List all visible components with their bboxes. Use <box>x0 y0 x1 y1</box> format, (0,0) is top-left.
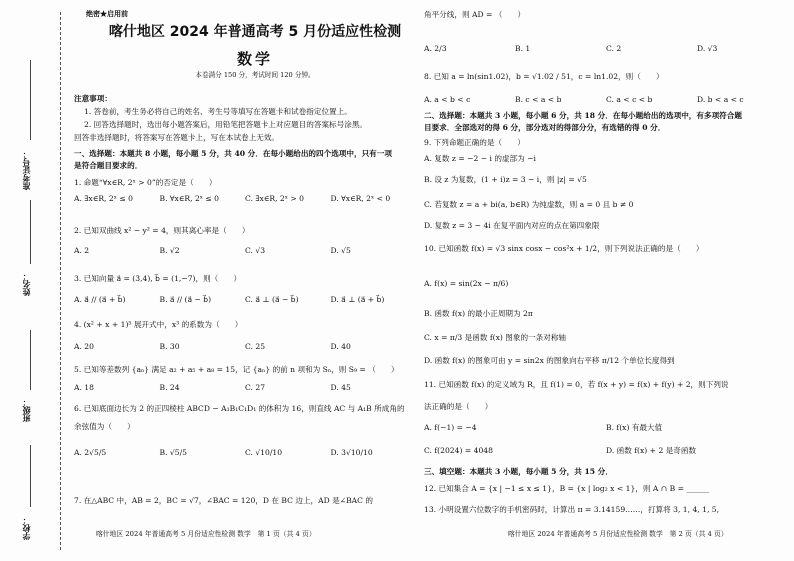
question-9-option-b[interactable]: B. 设 z 为复数，(1 + i)z = 3 − i，则 |z| = √5 <box>424 175 587 184</box>
option-d[interactable]: D. √5 <box>330 246 351 255</box>
question-11-cont: 法正确的是（ ） <box>424 402 493 411</box>
option-d[interactable]: D. 函数 f(x) + 2 是奇函数 <box>606 446 697 455</box>
question-5: 5. 已知等差数列 {aₙ} 满足 a₂ + a₅ + a₈ = 15，记 {aₙ} 的前 n 项和为 Sₙ，则 S₉ = （ ） <box>74 365 399 374</box>
section-2-heading: 二、选择题：本题共 3 小题，每小题 6 分，共 18 分．在每小题给出的选项中，有多项符合题 <box>424 111 742 120</box>
option-c[interactable]: C. √10/10 <box>245 448 283 457</box>
class-blank[interactable] <box>30 330 31 390</box>
question-2: 2. 已知双曲线 x² − y² = 4，则其离心率是（ ） <box>74 226 250 235</box>
option-d[interactable]: D. ∀x∈R, 2ˣ < 0 <box>330 194 391 203</box>
option-b[interactable]: B. 24 <box>159 383 180 392</box>
question-6: 6. 已知底面边长为 2 的正四棱柱 ABCD − A₁B₁C₁D₁ 的体积为 16，则直线 AC 与 A₁B 所成角的 <box>74 404 405 413</box>
question-11: 11. 已知函数 f(x) 的定义域为 R，且 f(1) = 0，若 f(x + y) = f(x) + f(y) + 2，则下列说 <box>424 380 729 389</box>
option-c[interactable]: C. a⃗ ⊥ (a⃗ − b⃗) <box>245 295 299 304</box>
option-d[interactable]: D. a⃗ ⊥ (a⃗ + b⃗) <box>330 295 385 304</box>
question-13: 13. 小明设置六位数字的手机密码时，计算出 π = 3.14159……，打算将 3, 1, 4, 1, 5, <box>424 505 720 514</box>
option-a[interactable]: A. 20 <box>74 342 94 351</box>
option-a[interactable]: A. ∃x∈R, 2ˣ ≤ 0 <box>74 194 133 203</box>
question-6-cont: 余弦值为（ ） <box>74 422 135 431</box>
subject-title: 数学 <box>236 50 273 68</box>
option-c[interactable]: C. a < c < b <box>606 95 653 104</box>
notes-heading: 注意事项： <box>74 94 112 103</box>
question-4-options <box>74 342 416 351</box>
binding-cut-line <box>60 12 61 550</box>
question-2-options <box>74 246 416 255</box>
option-a[interactable]: A. f(−1) = −4 <box>424 423 477 432</box>
name-blank[interactable] <box>30 200 31 264</box>
note-item: 2. 回答选择题时，选出每小题答案后，用铅笔把答题卡上对应题目的答案标号涂黑。 <box>84 120 368 129</box>
note-item: 1. 答卷前，考生务必将自己的姓名、考生号等填写在答题卡和试卷指定位置上。 <box>84 107 352 116</box>
option-d[interactable]: D. 3√10/10 <box>330 448 373 457</box>
option-c[interactable]: C. ∃x∈R, 2ˣ > 0 <box>245 194 305 203</box>
option-d[interactable]: D. 45 <box>330 383 351 392</box>
note-item: 回答非选择题时，将答案写在答题卡上，写在本试卷上无效。 <box>74 133 280 142</box>
option-d[interactable]: D. b < a < c <box>697 95 744 104</box>
section-1-heading: 一、选择题：本题共 8 小题，每小题 5 分，共 40 分．在每小题给出的四个选项中，只有一项 <box>74 149 392 158</box>
option-a[interactable]: A. a⃗ // (a⃗ + b⃗) <box>74 295 126 304</box>
class-label: 班级： <box>21 398 31 422</box>
binding-margin <box>0 0 72 561</box>
option-b[interactable]: B. c < a < b <box>515 95 562 104</box>
option-c[interactable]: C. √3 <box>245 246 266 255</box>
question-9-option-d[interactable]: D. 复数 z = 3 − 4i 在复平面内对应的点在第四象限 <box>424 221 600 230</box>
option-c[interactable]: C. f(2024) = 4048 <box>424 446 493 455</box>
question-4: 4. (x² + x + 1)⁵ 展开式中，x³ 的系数为（ ） <box>74 320 243 329</box>
section-2-heading-cont: 目要求．全部选对的得 6 分，部分选对的得部分分，有选错的得 0 分． <box>424 123 666 132</box>
question-7-options <box>424 44 788 53</box>
option-d[interactable]: D. 40 <box>330 342 351 351</box>
score-info: 本卷满分 150 分，考试时间 120 分钟。 <box>195 71 315 79</box>
question-10-option-b[interactable]: B. 函数 f(x) 的最小正周期为 2π <box>424 309 533 318</box>
option-a[interactable]: A. 2/3 <box>424 44 447 53</box>
question-8: 8. 已知 a = ln(sin1.02)，b = √1.02 / 51，c = ln1.02，则（ ） <box>424 72 664 81</box>
option-d[interactable]: D. √3 <box>697 44 718 53</box>
question-3: 3. 已知向量 a⃗ = (3,4), b⃗ = (1,−7)，则（ ） <box>74 274 242 283</box>
option-b[interactable]: B. 1 <box>515 44 531 53</box>
exam-number-blank[interactable] <box>30 60 31 140</box>
option-c[interactable]: C. 27 <box>245 383 266 392</box>
question-10-option-a[interactable]: A. f(x) = sin(2x − π/6) <box>424 279 509 288</box>
question-12: 12. 已知集合 A = {x | −1 ≤ x ≤ 1}，B = {x | log₂ x < 1}，则 A ∩ B = ______ <box>424 484 710 493</box>
option-b[interactable]: B. √5/5 <box>159 448 187 457</box>
option-b[interactable]: B. f(x) 有最大值 <box>606 423 663 432</box>
footer-page-1: 喀什地区 2024 年普通高考 5 月份适应性检测 数学 第 1 页（共 4 页） <box>96 530 316 538</box>
question-10-option-d[interactable]: D. 函数 f(x) 的图象可由 y = sin2x 的图象向右平移 π/12 个单位长度得到 <box>424 356 675 365</box>
question-6-options <box>74 448 416 457</box>
option-a[interactable]: A. 2√5/5 <box>74 448 107 457</box>
option-a[interactable]: A. a < b < c <box>424 95 471 104</box>
name-label: 姓名： <box>21 272 31 296</box>
option-b[interactable]: B. 30 <box>159 342 180 351</box>
option-b[interactable]: B. √2 <box>159 246 180 255</box>
question-10-option-c[interactable]: C. x = π/3 是函数 f(x) 图象的一条对称轴 <box>424 333 567 342</box>
option-b[interactable]: B. a⃗ // (a⃗ − b⃗) <box>159 295 212 304</box>
question-7: 7. 在△ABC 中，AB = 2，BC = √7，∠BAC = 120，D 在 BC 边上，AD 是∠BAC 的 <box>74 496 373 505</box>
question-8-options <box>424 95 788 104</box>
question-5-options <box>74 383 416 392</box>
option-c[interactable]: C. 25 <box>245 342 266 351</box>
question-11-options-row1 <box>424 423 788 432</box>
question-3-options <box>74 295 416 304</box>
confidential-label: 绝密★启用前 <box>86 9 128 18</box>
question-11-options-row2 <box>424 446 788 455</box>
exam-title: 喀什地区 2024 年普通高考 5 月份适应性检测 <box>108 24 402 40</box>
option-a[interactable]: A. 18 <box>74 383 94 392</box>
section-1-heading-cont: 是符合题目要求的． <box>74 161 143 170</box>
question-7-cont: 角平分线，则 AD = （ ） <box>424 10 526 19</box>
option-b[interactable]: B. ∀x∈R, 2ˣ ≤ 0 <box>159 194 220 203</box>
question-9-option-a[interactable]: A. 复数 z = −2 − i 的虚部为 −i <box>424 154 536 163</box>
exam-number-label: 准考证号： <box>21 150 31 190</box>
question-9-option-c[interactable]: C. 若复数 z = a + bi(a, b∈R) 为纯虚数，则 a = 0 且 b ≠ 0 <box>424 200 634 209</box>
option-c[interactable]: C. 2 <box>606 44 622 53</box>
question-1: 1. 命题“∀x∈R, 2ˣ > 0”的否定是（ ） <box>74 178 217 187</box>
question-10: 10. 已知函数 f(x) = √3 sinx cosx − cos²x + 1/2，则下列说法正确的是（ ） <box>424 244 704 253</box>
question-1-options <box>74 194 416 203</box>
question-9: 9. 下列命题正确的是（ ） <box>424 138 525 147</box>
school-label: 学校： <box>21 516 31 540</box>
footer-page-2: 喀什地区 2024 年普通高考 5 月份适应性检测 数学 第 2 页（共 4 页） <box>508 530 728 538</box>
school-blank[interactable] <box>30 445 31 507</box>
section-3-heading: 三、填空题：本题共 3 小题，每小题 5 分，共 15 分． <box>424 467 613 476</box>
option-a[interactable]: A. 2 <box>74 246 90 255</box>
